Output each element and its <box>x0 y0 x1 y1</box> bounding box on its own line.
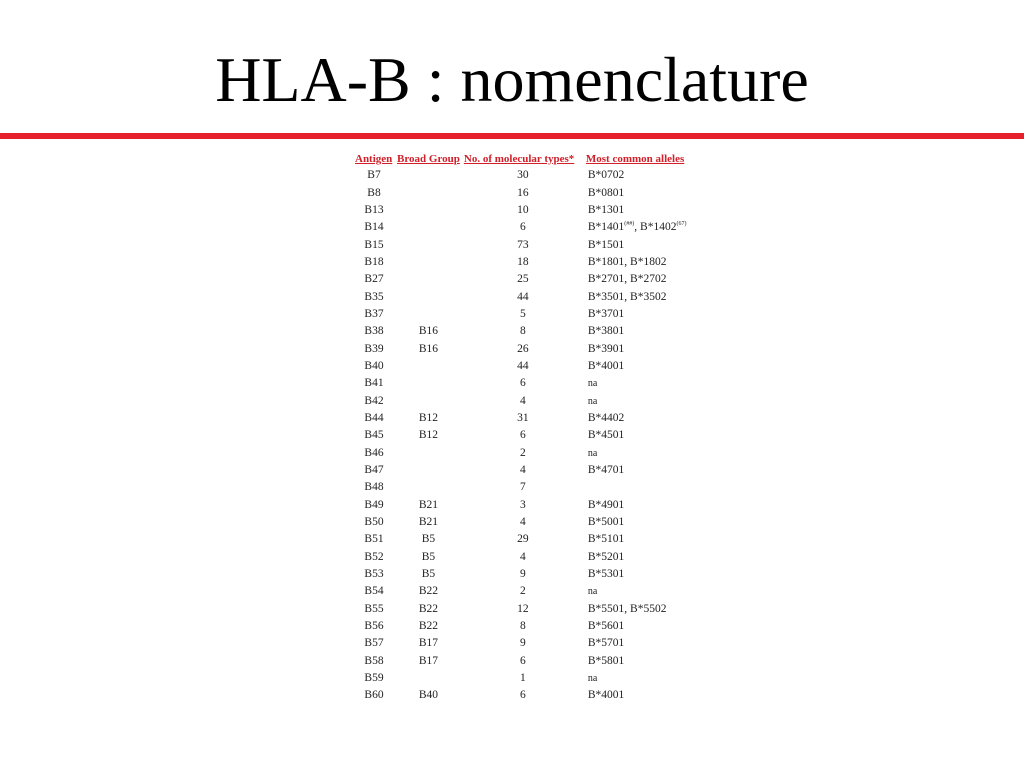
cell-broad-group <box>395 167 462 184</box>
cell-common-alleles: na <box>587 586 598 598</box>
cell-molecular-types: 30 <box>517 169 529 182</box>
cell-broad-group: B16 <box>418 342 439 355</box>
cell-common-alleles: B*4402 <box>587 411 625 424</box>
cell-molecular-types: 31 <box>517 411 529 424</box>
cell-antigen: B14 <box>364 221 384 234</box>
cell-antigen: B56 <box>364 620 384 633</box>
table-row <box>353 670 686 687</box>
header-molecular-types: No. of molecular types* <box>463 152 575 165</box>
table-row <box>353 583 686 600</box>
cell-broad-group <box>395 288 462 305</box>
cell-antigen: B41 <box>364 377 384 390</box>
cell-common-alleles: B*0702 <box>587 169 625 182</box>
cell-broad-group: B12 <box>418 429 439 442</box>
table-body <box>353 167 686 705</box>
cell-antigen: B13 <box>364 203 384 216</box>
cell-broad-group <box>395 479 462 496</box>
cell-molecular-types: 10 <box>517 203 529 216</box>
header-broad-group: Broad Group <box>397 152 460 165</box>
cell-broad-group <box>395 306 462 323</box>
cell-antigen: B15 <box>364 238 384 251</box>
cell-antigen: B46 <box>364 446 384 459</box>
cell-broad-group <box>395 392 462 409</box>
table-row <box>353 531 686 548</box>
cell-antigen: B42 <box>364 394 384 407</box>
cell-common-alleles: B*1501 <box>587 238 625 251</box>
cell-broad-group: B5 <box>421 533 436 546</box>
cell-common-alleles: B*1801, B*1802 <box>587 255 667 268</box>
table-row <box>353 358 686 375</box>
cell-broad-group <box>395 670 462 687</box>
cell-broad-group <box>395 271 462 288</box>
cell-antigen: B50 <box>364 516 384 529</box>
table-row <box>353 497 686 514</box>
cell-molecular-types: 6 <box>520 429 526 442</box>
cell-antigen: B35 <box>364 290 384 303</box>
cell-antigen: B8 <box>367 186 381 199</box>
allele-superscript: (67) <box>676 221 687 228</box>
table-row <box>353 618 686 635</box>
cell-broad-group: B22 <box>418 602 439 615</box>
cell-molecular-types: 4 <box>520 550 526 563</box>
cell-common-alleles: B*1301 <box>587 203 625 216</box>
cell-broad-group <box>395 236 462 253</box>
table-row <box>353 566 686 583</box>
cell-broad-group: B16 <box>418 325 439 338</box>
cell-molecular-types: 8 <box>520 325 526 338</box>
table-header-row <box>353 150 686 167</box>
cell-broad-group: B22 <box>418 585 439 598</box>
cell-molecular-types: 2 <box>520 446 526 459</box>
cell-common-alleles: B*3501, B*3502 <box>587 290 667 303</box>
cell-common-alleles: na <box>587 673 598 685</box>
cell-molecular-types: 29 <box>517 533 529 546</box>
table-row <box>353 514 686 531</box>
cell-broad-group: B40 <box>418 689 439 702</box>
cell-common-alleles: B*3801 <box>587 325 625 338</box>
table-row <box>353 479 686 496</box>
cell-common-alleles: na <box>587 395 598 407</box>
cell-common-alleles: B*5201 <box>587 550 625 563</box>
cell-molecular-types: 18 <box>517 255 529 268</box>
cell-common-alleles: B*2701, B*2702 <box>587 273 667 286</box>
cell-antigen: B7 <box>367 169 381 182</box>
table-row <box>353 653 686 670</box>
table-row <box>353 687 686 704</box>
cell-antigen: B47 <box>364 464 384 477</box>
table-row <box>353 167 686 184</box>
cell-common-alleles <box>584 219 687 236</box>
cell-antigen: B57 <box>364 637 384 650</box>
cell-molecular-types: 4 <box>520 464 526 477</box>
cell-broad-group <box>395 358 462 375</box>
cell-common-alleles: B*5601 <box>587 620 625 633</box>
cell-common-alleles: B*4501 <box>587 429 625 442</box>
cell-common-alleles: B*5301 <box>587 568 625 581</box>
cell-molecular-types: 44 <box>517 359 529 372</box>
table-row <box>353 410 686 427</box>
cell-common-alleles: B*3901 <box>587 342 625 355</box>
table-row <box>353 254 686 271</box>
cell-molecular-types: 6 <box>520 221 526 234</box>
table-row <box>353 306 686 323</box>
cell-broad-group: B12 <box>418 411 439 424</box>
cell-antigen: B52 <box>364 550 384 563</box>
cell-broad-group: B22 <box>418 620 439 633</box>
cell-broad-group <box>395 202 462 219</box>
cell-common-alleles: na <box>587 378 598 390</box>
cell-antigen: B53 <box>364 568 384 581</box>
table-container <box>353 150 703 705</box>
cell-molecular-types: 3 <box>520 498 526 511</box>
cell-broad-group <box>395 445 462 462</box>
cell-antigen: B48 <box>364 481 384 494</box>
cell-antigen: B40 <box>364 359 384 372</box>
table-row <box>353 601 686 618</box>
table-row <box>353 635 686 652</box>
cell-antigen: B27 <box>364 273 384 286</box>
cell-molecular-types: 6 <box>520 689 526 702</box>
cell-broad-group: B21 <box>418 516 439 529</box>
cell-antigen: B55 <box>364 602 384 615</box>
cell-broad-group <box>395 254 462 271</box>
cell-antigen: B18 <box>364 255 384 268</box>
allele-superscript: (##) <box>624 221 635 228</box>
cell-molecular-types: 1 <box>520 672 526 685</box>
cell-antigen: B51 <box>364 533 384 546</box>
table-row <box>353 549 686 566</box>
table-row <box>353 323 686 340</box>
cell-broad-group <box>395 219 462 236</box>
cell-molecular-types: 26 <box>517 342 529 355</box>
cell-common-alleles: B*5001 <box>587 516 625 529</box>
table-row <box>353 219 686 236</box>
cell-common-alleles: B*5801 <box>587 654 625 667</box>
table-row <box>353 462 686 479</box>
cell-molecular-types: 25 <box>517 273 529 286</box>
cell-molecular-types: 9 <box>520 637 526 650</box>
title-divider <box>0 133 1024 139</box>
cell-molecular-types: 4 <box>520 394 526 407</box>
cell-antigen: B54 <box>364 585 384 598</box>
cell-common-alleles: na <box>587 447 598 459</box>
cell-broad-group <box>395 462 462 479</box>
cell-antigen: B44 <box>364 411 384 424</box>
cell-broad-group <box>395 375 462 392</box>
cell-antigen: B45 <box>364 429 384 442</box>
table-row <box>353 236 686 253</box>
cell-molecular-types: 12 <box>517 602 529 615</box>
cell-common-alleles: B*4001 <box>587 689 625 702</box>
cell-broad-group: B5 <box>421 568 436 581</box>
cell-molecular-types: 2 <box>520 585 526 598</box>
cell-molecular-types: 44 <box>517 290 529 303</box>
cell-molecular-types: 5 <box>520 307 526 320</box>
header-antigen: Antigen <box>355 152 393 165</box>
cell-molecular-types: 8 <box>520 620 526 633</box>
table-row <box>353 427 686 444</box>
cell-common-alleles <box>584 479 687 496</box>
cell-antigen: B37 <box>364 307 384 320</box>
allele-text: , B*1402 <box>634 221 677 234</box>
cell-antigen: B49 <box>364 498 384 511</box>
header-common-alleles: Most common alleles <box>585 152 685 165</box>
cell-common-alleles: B*5101 <box>587 533 625 546</box>
cell-broad-group: B5 <box>421 550 436 563</box>
slide-title: HLA-B : nomenclature <box>215 44 809 115</box>
cell-molecular-types: 4 <box>520 516 526 529</box>
cell-common-alleles: B*4901 <box>587 498 625 511</box>
cell-molecular-types: 7 <box>520 481 526 494</box>
cell-molecular-types: 73 <box>517 238 529 251</box>
cell-molecular-types: 9 <box>520 568 526 581</box>
cell-common-alleles: B*5701 <box>587 637 625 650</box>
cell-molecular-types: 6 <box>520 377 526 390</box>
cell-antigen: B38 <box>364 325 384 338</box>
cell-molecular-types: 6 <box>520 654 526 667</box>
cell-common-alleles: B*5501, B*5502 <box>587 602 667 615</box>
table-row <box>353 392 686 409</box>
cell-common-alleles: B*0801 <box>587 186 625 199</box>
table-row <box>353 184 686 201</box>
cell-antigen: B39 <box>364 342 384 355</box>
cell-broad-group: B21 <box>418 498 439 511</box>
hla-b-table <box>353 150 686 705</box>
cell-common-alleles: B*4001 <box>587 359 625 372</box>
allele-text: B*1401 <box>587 221 625 234</box>
cell-common-alleles: B*3701 <box>587 307 625 320</box>
cell-broad-group: B17 <box>418 637 439 650</box>
table-row <box>353 202 686 219</box>
cell-molecular-types: 16 <box>517 186 529 199</box>
table-row <box>353 288 686 305</box>
table-row <box>353 445 686 462</box>
cell-antigen: B58 <box>364 654 384 667</box>
cell-antigen: B60 <box>364 689 384 702</box>
cell-broad-group <box>395 184 462 201</box>
table-row <box>353 375 686 392</box>
table-row <box>353 340 686 357</box>
cell-broad-group: B17 <box>418 654 439 667</box>
table-row <box>353 271 686 288</box>
cell-antigen: B59 <box>364 672 384 685</box>
cell-common-alleles: B*4701 <box>587 464 625 477</box>
